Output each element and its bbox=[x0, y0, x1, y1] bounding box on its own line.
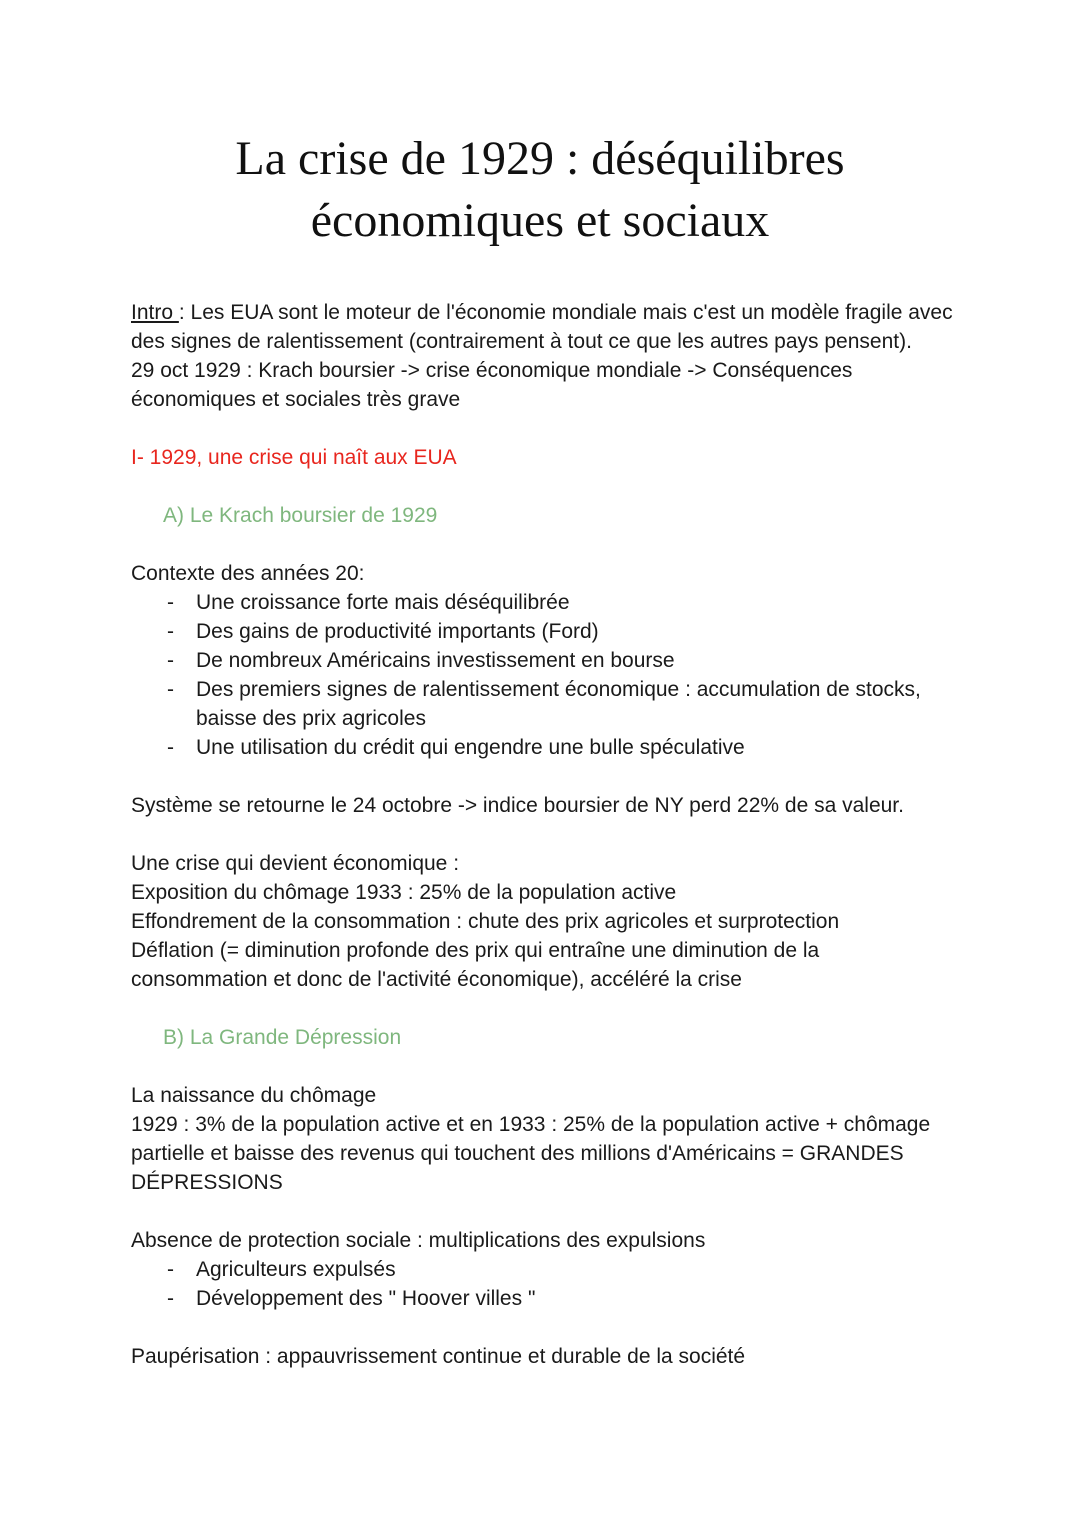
title-line-2: économiques et sociaux bbox=[310, 194, 770, 247]
protection-list bbox=[131, 1255, 961, 1313]
dash-bullet: - bbox=[167, 1258, 174, 1281]
dash-bullet: - bbox=[167, 620, 174, 643]
list-item bbox=[131, 646, 961, 675]
section-a-heading: A) Le Krach boursier de 1929 bbox=[163, 504, 438, 527]
system-paragraph: Système se retourne le 24 octobre -> indice boursier de NY perd 22% de sa valeur. bbox=[131, 794, 904, 817]
list-item bbox=[131, 617, 961, 646]
dash-bullet: - bbox=[167, 736, 174, 759]
list-item bbox=[131, 733, 961, 762]
list-item-text: De nombreux Américains investissement en bourse bbox=[196, 649, 675, 672]
list-item bbox=[131, 675, 961, 733]
list-item-text: Une croissance forte mais déséquilibrée bbox=[196, 591, 570, 614]
dash-bullet: - bbox=[167, 678, 174, 701]
crisis-line: Exposition du chômage 1933 : 25% de la population active bbox=[131, 881, 677, 904]
list-item bbox=[131, 1255, 961, 1284]
crisis-line: Déflation (= diminution profonde des prix qui entraîne une diminution de la consommation et donc de l'activité économique), accéléré la crise bbox=[131, 939, 820, 991]
pauperisation-paragraph: Paupérisation : appauvrissement continue et durable de la société bbox=[131, 1345, 746, 1368]
part1-heading: I- 1929, une crise qui naît aux EUA bbox=[131, 446, 457, 469]
list-item-text: Une utilisation du crédit qui engendre une bulle spéculative bbox=[196, 736, 745, 759]
crisis-line: Effondrement de la consommation : chute des prix agricoles et surprotection bbox=[131, 910, 840, 933]
list-item-text: Des premiers signes de ralentissement économique : accumulation de stocks, baisse des prix agricoles bbox=[196, 678, 921, 730]
list-item-text: Développement des " Hoover villes " bbox=[196, 1287, 536, 1310]
section-b-heading: B) La Grande Dépression bbox=[163, 1026, 402, 1049]
context-label: Contexte des années 20: bbox=[131, 562, 365, 585]
unemployment-line: La naissance du chômage bbox=[131, 1084, 377, 1107]
intro-paragraph bbox=[131, 298, 961, 356]
crisis-line: Une crise qui devient économique : bbox=[131, 852, 460, 875]
list-item bbox=[131, 588, 961, 617]
context-list bbox=[131, 588, 961, 762]
intro-date-line: 29 oct 1929 : Krach boursier -> crise économique mondiale -> Conséquences économiques et sociales très grave bbox=[131, 359, 853, 411]
dash-bullet: - bbox=[167, 649, 174, 672]
list-item bbox=[131, 1284, 961, 1313]
unemployment-line: 1929 : 3% de la population active et en 1933 : 25% de la population active + chômage partielle et baisse des revenus qui touchent des millions d'Américains = GRANDES DÉPRESSIONS bbox=[131, 1113, 931, 1194]
list-item-text: Agriculteurs expulsés bbox=[196, 1258, 396, 1281]
document-body bbox=[131, 298, 961, 1371]
dash-bullet: - bbox=[167, 591, 174, 614]
intro-text: : Les EUA sont le moteur de l'économie mondiale mais c'est un modèle fragile avec des signes de ralentissement (contrairement à tout ce que les autres pays pensent). bbox=[131, 301, 953, 353]
protection-label: Absence de protection sociale : multiplications des expulsions bbox=[131, 1229, 706, 1252]
page-title bbox=[0, 128, 1080, 252]
title-line-1: La crise de 1929 : déséquilibres bbox=[235, 132, 845, 185]
dash-bullet: - bbox=[167, 1287, 174, 1310]
list-item-text: Des gains de productivité importants (Ford) bbox=[196, 620, 599, 643]
intro-label: Intro bbox=[131, 301, 179, 324]
